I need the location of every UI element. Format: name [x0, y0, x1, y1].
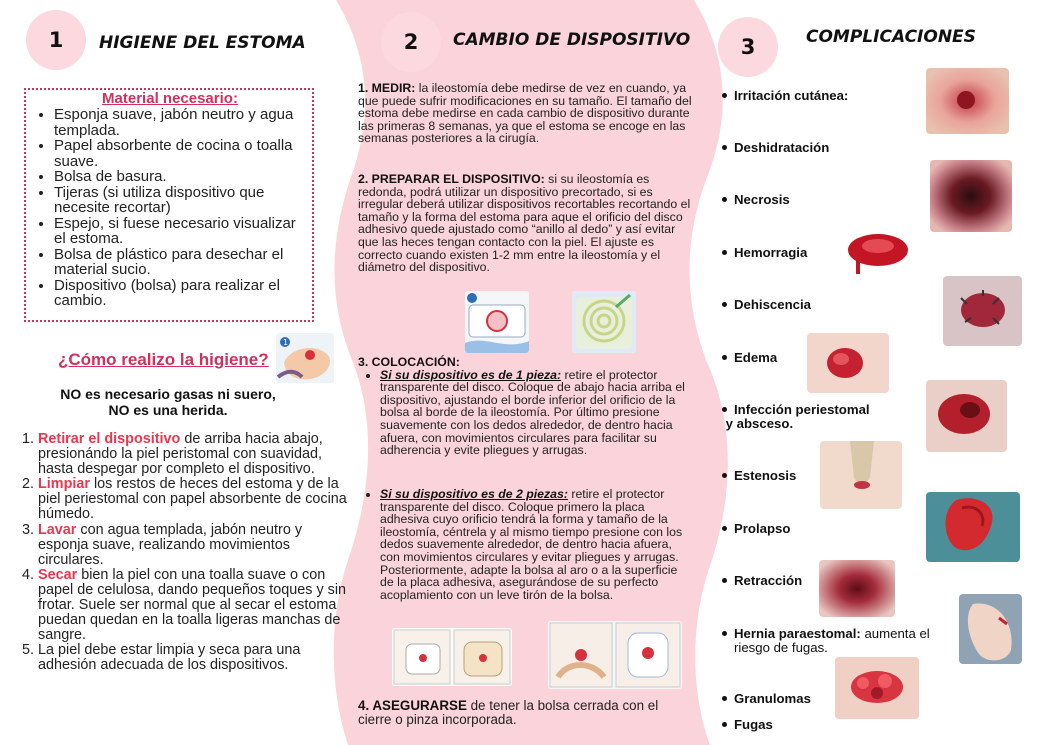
- materials-box: [24, 88, 314, 322]
- placement-illustration-1: [392, 628, 512, 686]
- complication-label: Estenosis: [734, 468, 797, 483]
- complication-item: [722, 469, 796, 483]
- dehiscence-photo: [943, 276, 1022, 346]
- complication-item: [722, 246, 807, 260]
- list-item: • Papel absorbente de cocina o toalla suave.: [54, 138, 308, 169]
- complication-label: Retracción: [734, 573, 803, 588]
- one-piece-text: retire el protector transparente del disco. Coloque de abajo hacia arriba el dispositivo, ajustando el borde inferior del orificio de la bolsa al borde de la ileostomía. Por último presione suavemente con los dedos alrededor, de dentro hacia afuera, con movimientos circulares para facilitar su adherencia y evite pliegues y arrugas.: [380, 367, 685, 458]
- svg-text:1: 1: [283, 338, 289, 347]
- note-line-1: NO es necesario gasas ni suero,: [60, 386, 276, 402]
- list-item: [380, 488, 692, 601]
- edema-photo: [807, 333, 889, 393]
- prepare-label: 2. PREPARAR EL DISPOSITIVO:: [358, 172, 545, 186]
- step-item: [38, 432, 350, 477]
- complication-item: [722, 193, 790, 207]
- complication-item: [722, 574, 802, 588]
- complication-label: Fugas: [734, 717, 773, 732]
- complication-item: [722, 522, 790, 536]
- measure-paragraph: [358, 82, 692, 145]
- measure-illustration: [465, 291, 529, 353]
- step-item: [38, 568, 350, 643]
- complication-label-line2: y absceso.: [722, 416, 794, 431]
- section-number-1: 1: [26, 10, 86, 70]
- hygiene-note: [40, 386, 296, 418]
- list-item: • Tijeras (si utiliza dispositivo que necesite recortar): [54, 185, 308, 216]
- stenosis-photo: [820, 441, 902, 509]
- granulomas-photo: [835, 657, 919, 719]
- complication-label: Necrosis: [734, 192, 790, 207]
- retraction-photo: [819, 560, 895, 617]
- complication-label: Deshidratación: [734, 140, 830, 155]
- measure-label: 1. MEDIR:: [358, 81, 416, 95]
- placement-section: [358, 356, 692, 457]
- section-title-complications: COMPLICACIONES: [806, 27, 976, 47]
- section-title-hygiene: HIGIENE DEL ESTOMA: [99, 33, 306, 53]
- prolapse-photo: [926, 492, 1020, 562]
- list-item: [380, 369, 692, 457]
- step-text: La piel debe estar limpia y seca para una adhesión adecuada de los dispositivos.: [38, 642, 301, 674]
- skin-irritation-photo: [926, 68, 1009, 134]
- complication-item: [722, 89, 848, 103]
- complication-item: [722, 141, 829, 155]
- secure-text: de tener la bolsa cerrada con el cierre o pinza incorporada.: [358, 698, 659, 727]
- list-item: • Esponja suave, jabón neutro y agua templada.: [54, 107, 308, 138]
- complication-item: [722, 692, 811, 706]
- complication-item: [722, 403, 870, 431]
- one-piece-label: Si su dispositivo es de 1 pieza:: [380, 367, 562, 382]
- step-text: bien la piel con una toalla suave o con papel de celulosa, dando pequeños toques y sin frotar. Suele ser normal que al secar el estoma puedan quedan en la toalla ligeras manchas de sangre.: [38, 566, 347, 644]
- complication-label: Hernia paraestomal:: [734, 626, 861, 641]
- list-item: • Dispositivo (bolsa) para realizar el cambio.: [54, 278, 308, 309]
- complication-item: [722, 718, 773, 732]
- step-text: de arriba hacia abajo, presionándo la piel peristomal con suavidad, hasta despegar por completo el dispositivo.: [38, 431, 323, 478]
- hygiene-steps: [22, 432, 350, 674]
- complication-item: [722, 351, 777, 365]
- materials-list: [32, 107, 308, 309]
- step-keyword: Secar: [38, 566, 78, 583]
- secure-paragraph: [358, 699, 692, 727]
- complication-label: Prolapso: [734, 521, 791, 536]
- howto-heading: ¿Cómo realizo la higiene?: [58, 350, 269, 369]
- cleaning-illustration: [276, 333, 334, 383]
- step-item: [38, 477, 350, 522]
- complication-label: Edema: [734, 350, 778, 365]
- infection-photo: [926, 380, 1007, 452]
- two-piece-section: [358, 488, 692, 601]
- cutting-illustration: [572, 291, 636, 353]
- list-item: • Bolsa de basura.: [54, 169, 308, 185]
- complication-text: aumenta el: [860, 626, 930, 641]
- placement-illustration-2: [548, 621, 682, 689]
- complication-label: Infección periestomal: [734, 402, 870, 417]
- complication-label: Irritación cutánea:: [734, 88, 849, 103]
- placement-label: 3. COLOCACIÓN:: [358, 355, 460, 369]
- prepare-paragraph: [358, 173, 692, 274]
- two-piece-text: retire el protector transparente del disco. Coloque primero la placa adhesiva cuyo orificio tendrá la forma y tamaño de la ileostomía, céntrela y al mismo tiempo presione con los dedos suavemente alrededor, de dentro hacia afuera, con movimientos circulares y evitar pliegues y arrugas. Posteriormente, adapte la bolsa al aro o a la superficie de la placa adhesiva, asegurándose de su perfecto acoplamiento con un leve tirón de la bolsa.: [380, 487, 683, 602]
- section-number-3: 3: [718, 17, 778, 77]
- measure-text: la ileostomía debe medirse de vez en cuando, ya que puede sufrir modificaciones en su tamaño. El tamaño del estoma debe medirse en cada cambio de dispositivo durante las primeras 8 semanas, ya que el estoma se encoge en las semanas posteriores a la cirugía.: [358, 81, 692, 146]
- complication-label: Dehiscencia: [734, 297, 811, 312]
- step-keyword: Limpiar: [38, 476, 90, 493]
- step-text: con agua templada, jabón neutro y esponja suave, realizando movimientos circulares.: [38, 521, 303, 568]
- step-keyword: Lavar: [38, 521, 77, 538]
- two-piece-label: Si su dispositivo es de 2 piezas:: [380, 487, 568, 501]
- section-title-device-change: CAMBIO DE DISPOSITIVO: [453, 30, 691, 50]
- prepare-text: si su ileostomía es redonda, podrá utilizar un dispositivo precortado, si es irregular deberá utilizar dispositivos recortables recortando el tamaño y la forma del estoma para aque el orificio del disco adhesivo quede ajustado como “anillo al dedo” y así evitar que las heces tengan contacto con la piel. El ajuste es correcto cuando existen 1-2 mm entre la ileostomía y el diámetro del dispositivo.: [358, 172, 691, 275]
- placement-list-2: [358, 488, 692, 601]
- complication-text-line2: riesgo de fugas.: [734, 640, 828, 655]
- placement-list: [358, 369, 692, 457]
- note-line-2: NO es una herida.: [108, 402, 228, 418]
- section-number-2: 2: [381, 12, 441, 72]
- secure-label: 4. ASEGURARSE: [358, 698, 467, 713]
- list-item: • Espejo, si fuese necesario visualizar el estoma.: [54, 216, 308, 247]
- step-keyword: Retirar el dispositivo: [38, 431, 181, 447]
- complication-item: [722, 627, 930, 655]
- list-item: • Bolsa de plástico para desechar el material sucio.: [54, 247, 308, 278]
- necrosis-photo: [930, 160, 1012, 232]
- step-item: [38, 643, 350, 673]
- complication-item: [722, 298, 811, 312]
- parastomal-hernia-photo: [959, 594, 1022, 664]
- complication-label: Hemorragia: [734, 245, 808, 260]
- materials-title: Material necesario:: [102, 90, 238, 107]
- step-text: los restos de heces del estoma y de la piel periestomal con papel absorbente de cocina húmedo.: [38, 476, 347, 523]
- step-item: [38, 523, 350, 568]
- hemorrhage-photo: [842, 232, 908, 276]
- complication-label: Granulomas: [734, 691, 811, 706]
